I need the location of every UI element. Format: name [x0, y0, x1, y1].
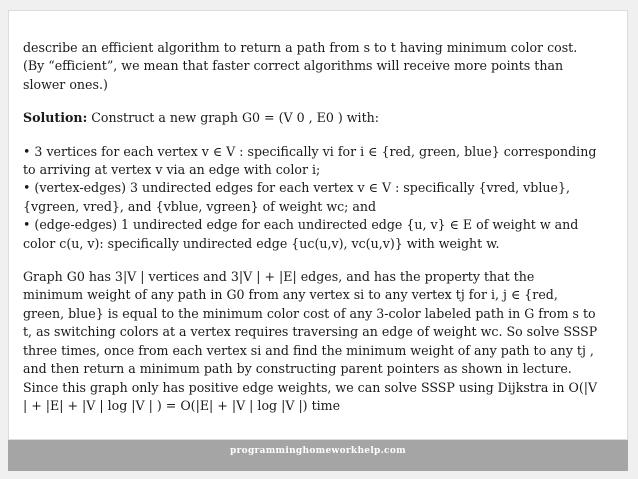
footer-site-link[interactable]: programminghomeworkhelp.com — [230, 446, 406, 456]
solution-label: Solution: — [23, 110, 88, 126]
solution-heading — [23, 109, 623, 127]
bullet-line: {vgreen, vred}, and {vblue, vgreen} of weight wc; and — [23, 198, 377, 214]
bullet-line: to arriving at vertex v via an edge with color i; — [23, 162, 321, 178]
intro-paragraph — [23, 39, 623, 94]
bullet-line: • (vertex-edges) 3 undirected edges for each vertex v ∈ V : specifically {vred, vblue}, — [23, 180, 570, 196]
bullet-line: • (edge-edges) 1 undirected edge for each undirected edge {u, v} ∈ E of weight w and — [23, 217, 579, 233]
intro-line: slower ones.) — [23, 76, 108, 92]
solution-bullets — [23, 143, 623, 253]
analysis-line: t, as switching colors at a vertex requires traversing an edge of weight wc. So solve SSSP — [23, 324, 598, 340]
document-text — [23, 39, 623, 415]
analysis-paragraph — [23, 268, 623, 415]
intro-line: (By “efficient”, we mean that faster correct algorithms will receive more points than — [23, 58, 564, 74]
analysis-line: three times, once from each vertex si and find the minimum weight of any path to any tj , — [23, 342, 594, 358]
spacer — [23, 128, 623, 143]
content-panel — [8, 10, 628, 440]
intro-line: describe an efficient algorithm to return a path from s to t having minimum color cost. — [23, 40, 578, 55]
spacer — [23, 253, 623, 268]
spacer — [23, 94, 623, 109]
analysis-line: minimum weight of any path in G0 from any vertex si to any vertex tj for i, j ∈ {red, — [23, 287, 558, 303]
bullet-line: color c(u, v): specifically undirected edge {uc(u,v), vc(u,v)} with weight w. — [23, 235, 500, 251]
analysis-line: green, blue} is equal to the minimum color cost of any 3-color labeled path in G from s to — [23, 305, 596, 321]
analysis-line: Graph G0 has 3|V | vertices and 3|V | + |E| edges, and has the property that the — [23, 269, 535, 285]
analysis-line: and then return a minimum path by constructing parent pointers as shown in lecture. — [23, 361, 572, 377]
solution-heading-text: Construct a new graph G0 = (V 0 , E0 ) with: — [87, 110, 379, 126]
analysis-line: | + |E| + |V | log |V | ) = O(|E| + |V | log |V |) time — [23, 397, 341, 413]
bullet-line: • 3 vertices for each vertex v ∈ V : specifically vi for i ∈ {red, green, blue} corresponding — [23, 143, 597, 159]
analysis-line: Since this graph only has positive edge weights, we can solve SSSP using Dijkstra in O(|V — [23, 379, 598, 395]
footer-bar — [8, 440, 628, 471]
